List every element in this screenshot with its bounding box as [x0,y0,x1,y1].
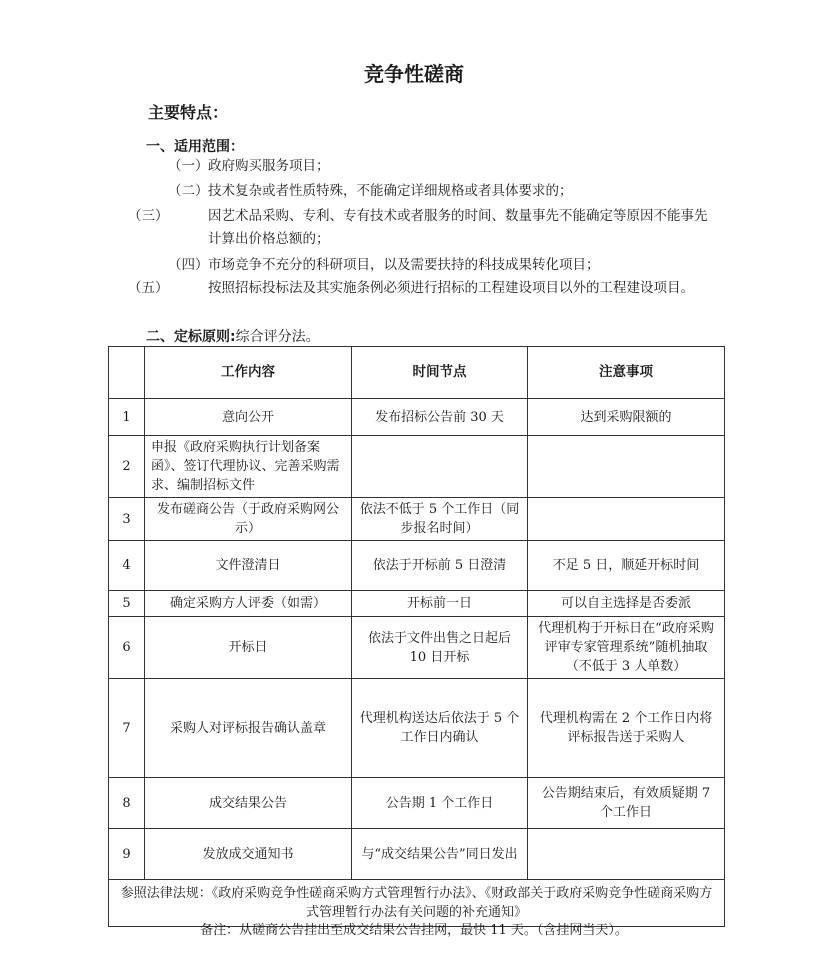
row-note: 可以自主选择是否委派 [528,591,725,617]
reference-text: 参照法律法规：《政府采购竞争性磋商采购方式管理暂行办法》、《财政部关于政府采购竞争性磋商采购方式管理暂行办法有关问题的补充通知》 [109,880,725,927]
row-note: 代理机构需在 2 个工作日内将评标报告送于采购人 [528,679,725,778]
scope-item-number: （三） [128,208,169,224]
row-number: 5 [109,591,145,617]
header-cell-time: 时间节点 [352,347,528,399]
header-cell-index [109,347,145,399]
row-time: 依法于文件出售之日起后 10 日开标 [352,617,528,679]
scope-item-text: 技术复杂或者性质特殊，不能确定详细规格或者具体要求的； [208,183,573,199]
row-number: 3 [109,498,145,541]
row-note: 达到采购限额的 [528,399,725,436]
row-time: 开标前一日 [352,591,528,617]
row-content: 文件澄清日 [145,541,352,591]
row-content: 发放成交通知书 [145,829,352,880]
section-2-label: 二、定标原则: [146,329,236,345]
row-content: 采购人对评标报告确认盖章 [145,679,352,778]
scope-item-number: （四） [168,257,209,273]
row-content: 确定采购方人评委（如需） [145,591,352,617]
scope-item-number: （二） [168,183,209,199]
row-time: 代理机构送达后依法于 5 个工作日内确认 [352,679,528,778]
row-note: 公告期结束后，有效质疑期 7 个工作日 [528,778,725,829]
subheading: 主要特点： [148,103,229,122]
scope-item-text: 市场竞争不充分的科研项目，以及需要扶持的科技成果转化项目； [208,257,600,273]
scope-item-1 [168,155,688,178]
table-row [109,829,725,880]
table-row [109,591,725,617]
row-note: 代理机构于开标日在“政府采购评审专家管理系统”随机抽取（不低于 3 人单数） [528,617,725,679]
table-row [109,399,725,436]
table-row [109,541,725,591]
section-1-heading: 一、适用范围： [146,139,244,155]
scope-item-3 [128,205,720,251]
scope-item-text: 政府购买服务项目； [208,158,330,174]
scope-item-text: 按照招标投标法及其实施条例必须进行招标的工程建设项目以外的工程建设项目。 [208,280,694,296]
row-number: 8 [109,778,145,829]
row-number: 2 [109,436,145,498]
row-time: 发布招标公告前 30 天 [352,399,528,436]
row-number: 4 [109,541,145,591]
row-time [352,436,528,498]
scope-item-text: 因艺术品采购、专利、专有技术或者服务的时间、数量事先不能确定等原因不能事先计算出价格总额的； [208,208,708,247]
row-number: 1 [109,399,145,436]
section-2-heading [146,326,320,346]
row-number: 7 [109,679,145,778]
footnote: 备注：从磋商公告挂出至成交结果公告挂网，最快 11 天。（含挂网当天）。 [200,923,628,938]
table-row [109,498,725,541]
row-content: 发布磋商公告（于政府采购网公示） [145,498,352,541]
scope-item-5 [128,277,720,300]
row-time: 依法不低于 5 个工作日（同步报名时间） [352,498,528,541]
row-note [528,829,725,880]
row-number: 6 [109,617,145,679]
row-content: 开标日 [145,617,352,679]
document-title: 竞争性磋商 [364,62,464,86]
scope-item-2 [168,180,688,203]
row-note [528,498,725,541]
row-number: 9 [109,829,145,880]
row-content: 申报《政府采购执行计划备案函》、签订代理协议、完善采购需求、编制招标文件 [145,436,352,498]
scope-item-4 [168,254,688,277]
section-2-value: 综合评分法。 [235,329,320,345]
row-time: 依法于开标前 5 日澄清 [352,541,528,591]
scope-item-number: （五） [128,280,169,296]
table-row [109,778,725,829]
table-row [109,679,725,778]
scope-item-number: （一） [168,158,209,174]
table-header-row [109,347,725,399]
header-cell-note: 注意事项 [528,347,725,399]
header-cell-content: 工作内容 [145,347,352,399]
row-time: 公告期 1 个工作日 [352,778,528,829]
schedule-table [108,346,725,927]
row-note: 不足 5 日，顺延开标时间 [528,541,725,591]
row-time: 与“成交结果公告”同日发出 [352,829,528,880]
table-row [109,617,725,679]
row-content: 成交结果公告 [145,778,352,829]
row-content: 意向公开 [145,399,352,436]
table-row [109,436,725,498]
row-note [528,436,725,498]
